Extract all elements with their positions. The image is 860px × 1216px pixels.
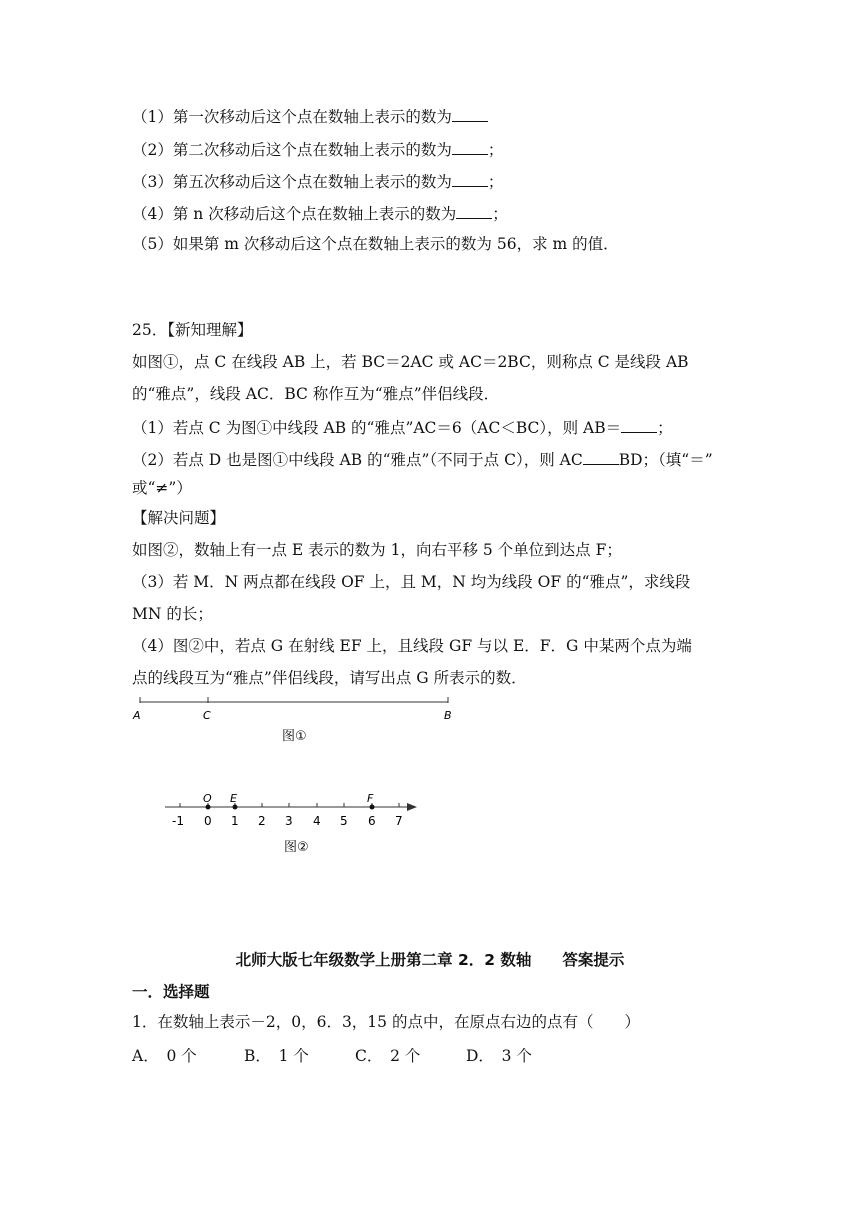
option-d: D． 3 个	[466, 1047, 532, 1065]
q25-line: 如图②，数轴上有一点 E 表示的数为 1，向右平移 5 个单位到达点 F；	[132, 541, 622, 559]
tick-label: 7	[395, 814, 403, 828]
q25-line: 或“≠”）	[132, 479, 192, 497]
label-e: E	[230, 792, 237, 805]
question-text: （3）第五次移动后这个点在数轴上表示的数为	[132, 173, 452, 191]
point-f	[370, 805, 375, 810]
question-part-3	[132, 170, 503, 192]
option-b: B． 1 个	[244, 1047, 309, 1065]
label-a: A	[133, 709, 141, 722]
answer-blank	[456, 202, 492, 219]
answer-blank	[621, 416, 657, 433]
point-o	[206, 805, 211, 810]
q25-line: 如图①，点 C 在线段 AB 上，若 BC＝2AC 或 AC＝2BC，则称点 C 是线段 AB	[132, 353, 689, 371]
arrow-right-icon	[407, 803, 417, 811]
question-text: （4）第 n 次移动后这个点在数轴上表示的数为	[132, 205, 457, 223]
tick-label: 2	[258, 814, 266, 828]
q25-line: （4）图②中，若点 G 在射线 EF 上，且线段 GF 与以 E．F．G 中某两个点为端	[132, 637, 692, 655]
q25-part-2	[132, 448, 713, 470]
question-suffix: ；	[492, 205, 508, 223]
question-text: （2）若点 D 也是图①中线段 AB 的“雅点”（不同于点 C），则 AC	[132, 451, 583, 469]
answer-blank	[452, 138, 488, 155]
question-part-2	[132, 138, 503, 160]
tick-label: 5	[340, 814, 348, 828]
answer-blank	[452, 105, 488, 122]
point-e	[233, 805, 238, 810]
q25-line: 点的线段互为“雅点”伴侣线段，请写出点 G 所表示的数．	[132, 669, 527, 687]
figure-1-caption: 图①	[282, 729, 307, 744]
tick-label: 4	[313, 814, 321, 828]
label-f: F	[367, 792, 374, 805]
question-text: （2）第二次移动后这个点在数轴上表示的数为	[132, 141, 452, 159]
label-b: B	[444, 709, 452, 722]
question-suffix: ；	[657, 419, 673, 437]
question-text: （1）若点 C 为图①中线段 AB 的“雅点”AC＝6（AC＜BC），则 AB＝	[132, 419, 622, 437]
question-suffix: ；	[487, 173, 504, 191]
question-text: （5）如果第 m 次移动后这个点在数轴上表示的数为 56，求 m 的值．	[132, 235, 619, 253]
q25-heading-2: 【解决问题】	[132, 509, 226, 527]
question-part-5	[132, 234, 619, 254]
q25-heading: 25．【新知理解】	[132, 321, 253, 339]
tick-label: 3	[285, 814, 293, 828]
q25-line: （3）若 M．N 两点都在线段 OF 上，且 M，N 均为线段 OF 的“雅点”，求线段	[132, 573, 691, 591]
question-part-4	[132, 202, 508, 224]
q25-line: 的“雅点”，线段 AC．BC 称作互为“雅点”伴侣线段．	[132, 385, 500, 403]
question-part-1	[132, 105, 488, 127]
question-suffix: ；	[487, 141, 504, 159]
section-heading: 一．选择题	[132, 983, 210, 1001]
question-suffix: BD；（填“＝”	[618, 451, 713, 469]
figure-2-number-line	[155, 788, 425, 832]
tick-label: 6	[368, 814, 376, 828]
answer-blank	[583, 448, 619, 465]
answer-question-1: 1．在数轴上表示－2，0，6．3，15 的点中，在原点右边的点有（ ）	[132, 1013, 640, 1031]
tick-label: -1	[172, 814, 184, 828]
tick-label: 0	[204, 814, 212, 828]
tick-label: 1	[231, 814, 239, 828]
q25-part-1	[132, 416, 673, 438]
figure-2-caption: 图②	[284, 840, 309, 855]
option-a: A． 0 个	[132, 1047, 197, 1065]
answer-title: 北师大版七年级数学上册第二章 2．2 数轴 答案提示	[235, 951, 625, 969]
option-c: C． 2 个	[355, 1047, 421, 1065]
q25-line: MN 的长；	[132, 605, 213, 623]
question-text: （1）第一次移动后这个点在数轴上表示的数为	[132, 108, 452, 126]
answer-blank	[452, 170, 488, 187]
label-o: O	[203, 792, 212, 805]
label-c: C	[203, 709, 211, 722]
